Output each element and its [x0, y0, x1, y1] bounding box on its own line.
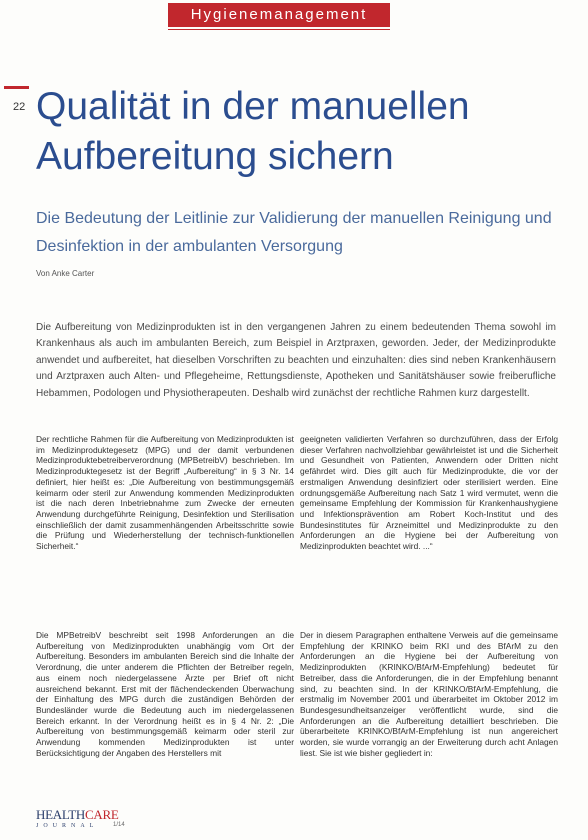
paragraph-text: Der rechtliche Rahmen für die Aufbereitung von Medizinprodukten ist im Medizinproduktegesetz (MPG) und der damit verbundenen Medizinproduktebetreiberverordnung (MPBetreibV) beschrieben. Im Medizinproduktegesetz ist der Begriff „Aufbereitung“ in § 3 Nr. 14 definiert, hier heißt es: „Die Aufbereitung von bestimmungsgemäß keimarm oder steril zur Anwendung kommenden Medizinprodukten ist die nach deren Inbetriebnahme zum Zwecke der erneuten Anwendung durchgeführte Reinigung, Desinfektion und Sterilisation einschließlich der damit zusammenhängenden Arbeitsschritte sowie die Prüfung und Wiederherstellung der technisch-funktionellen Sicherheit.“: [36, 434, 294, 552]
logo-part-care: CARE: [85, 807, 119, 822]
article-title: Qualität in der manuellen Aufbereitung sichern: [36, 85, 470, 178]
body-paragraph-4: [300, 630, 558, 758]
article-author: Von Anke Carter: [36, 269, 95, 278]
issue-number: 1/14: [113, 822, 125, 828]
logo-part-health: HEALTH: [36, 807, 85, 822]
article-lead: Die Aufbereitung von Medizinprodukten ist in den vergangenen Jahren zu einem bedeutenden Thema sowohl im Krankenhaus als auch im ambulanten Bereich, zum Beispiel in Arztpraxen, geworden. Jeder, der Medizinprodukte anwendet und aufbereitet, hat dieselben Vorschriften zu beachten und einzuhalten: dies sind neben Krankenhäusern und Arztpraxen auch Alten- und Pflegeheime, Rettungsdienste, Apotheken und Sanitätshäuser sowie freiberufliche Hebammen, Podologen und Physiotherapeuten. Deshalb wird zunächst der rechtliche Rahmen kurz dargestellt.: [36, 322, 556, 399]
paragraph-text: Die MPBetreibV beschreibt seit 1998 Anforderungen an die Aufbereitung von Medizinprodukten unabhängig vom Ort der Aufbereitung. Besonders im ambulanten Bereich sind die Inhalte der Verordnung, die unter anderem die Pflichten der Betreiber regeln, aus einem noch niedergelassene Ärzte per Brief oft nicht ausreichend bekannt. Erst mit der flächendeckenden Überwachung der Einhaltung des MPG durch die zuständigen Behörden der Bundesländer wurde die Bedeutung auch im niedergelassenen Bereich erkannt. In der Verordnung heißt es in § 4 Nr. 2: „Die Aufbereitung von bestimmungsgemäß keimarm oder steril zur Anwendung kommenden Medizinprodukten ist unter Berücksichtigung der Angaben des Herstellers mit: [36, 630, 294, 758]
paragraph-text: Der in diesem Paragraphen enthaltene Verweis auf die gemeinsame Empfehlung der KRINKO beim RKI und des BfArM zu den Anforderungen an die Hygiene bei der Aufbereitung von Medizinprodukten (KRINKO/BfArM-Empfehlung) bedeutet für Betreiber, dass die Anforderungen, die in der Empfehlung benannt sind, zu beachten sind. In der KRINKO/BfArM-Empfehlung, die erstmalig im November 2001 und überarbeitet im Oktober 2012 im Bundesgesundheitsanzeiger veröffentlicht wurde, sind die Anforderungen an die Aufbereitung detailliert beschrieben. Die überarbeitete KRINKO/BfArM-Empfehlung ist nun angereichert worden, sie wurde vorrangig an der Erweiterung durch acht Anlagen liest. Sie ist wie bisher gegliedert in:: [300, 630, 558, 758]
article-subtitle: Die Bedeutung der Leitlinie zur Validierung der manuellen Reinigung und Desinfektion in der ambulanten Versorgung: [36, 210, 552, 255]
banner-rule: [168, 29, 390, 30]
body-paragraph-1: [36, 434, 294, 552]
paragraph-text: geeigneten validierten Verfahren so durchzuführen, dass der Erfolg dieser Verfahren nachvollziehbar gewährleistet ist und die Sicherheit und Gesundheit von Patienten, Anwendern oder Dritten nicht gefährdet wird. Dies gilt auch für Medizinprodukte, die vor der erstmaligen Anwendung desinfiziert oder sterilisiert werden. Eine ordnungsgemäße Aufbereitung nach Satz 1 wird vermutet, wenn die gemeinsame Empfehlung der Kommission für Krankenhaushygiene und Infektionsprävention am Robert Koch-Institut und des Bundesinstitutes für Arzneimittel und Medizinprodukte zu den Anforderungen an die Hygiene bei der Aufbereitung von Medizinprodukten beachtet wird. ...“: [300, 434, 558, 552]
logo-subline: JOURNAL: [36, 823, 99, 829]
body-paragraph-2: [36, 630, 294, 758]
body-paragraph-3: [300, 434, 558, 552]
publisher-logo: [36, 808, 146, 836]
page-number: 22: [13, 101, 26, 113]
section-banner: Hygienemanagement: [168, 3, 390, 27]
logo-wordmark: [36, 808, 146, 822]
page-marker: [4, 86, 29, 89]
